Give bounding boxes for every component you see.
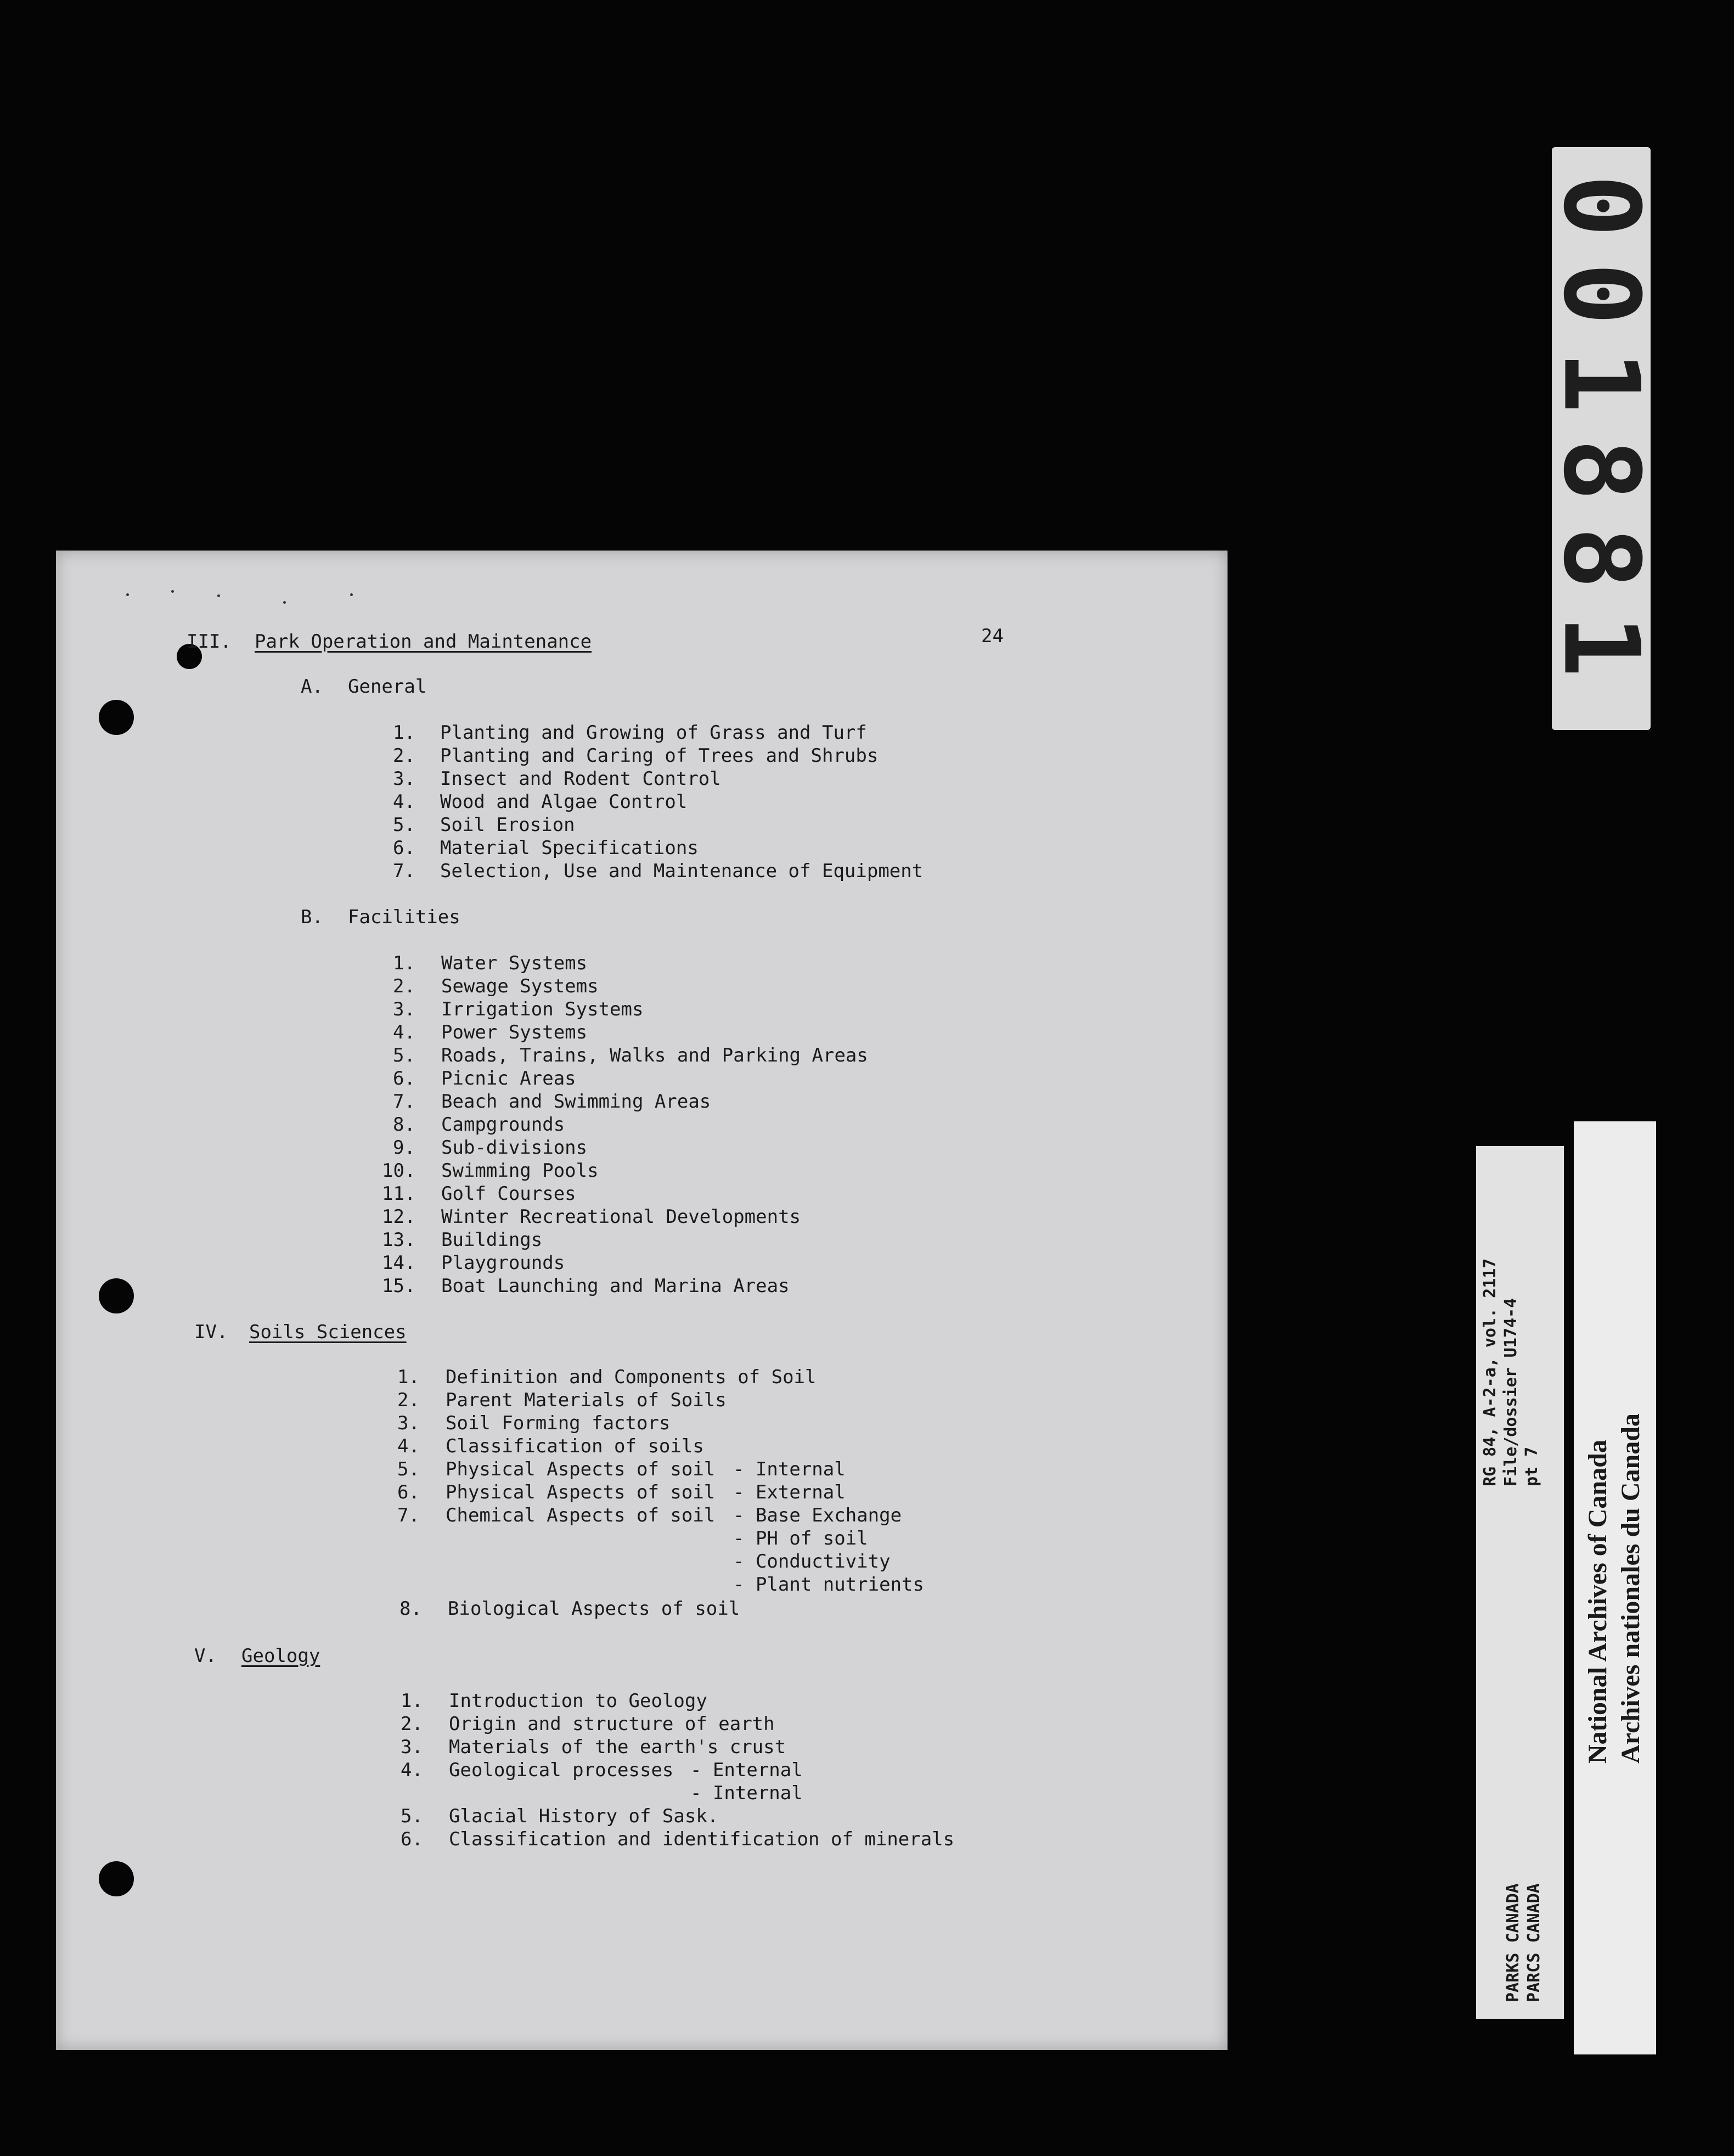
list-item: Irrigation Systems	[441, 998, 644, 1020]
agency-name: PARKS CANADA	[1504, 1883, 1523, 2002]
list-number: 12.	[382, 1206, 416, 1228]
archive-name-en: National Archives of Canada	[1583, 1440, 1612, 1764]
list-number: 1.	[401, 1690, 423, 1712]
list-number: 7.	[393, 860, 415, 882]
list-item: Soil Erosion	[440, 814, 575, 836]
section-numeral: III.	[187, 631, 232, 653]
document-text	[56, 551, 1228, 2050]
list-item: Classification of soils	[446, 1435, 704, 1457]
list-number: 13.	[382, 1229, 416, 1251]
reference-line: RG 84, A-2-a, vol. 2117	[1480, 1258, 1500, 1486]
list-number: 8.	[399, 1598, 422, 1620]
list-item: Chemical Aspects of soil	[446, 1504, 716, 1526]
list-item: Material Specifications	[440, 837, 699, 859]
list-item: Wood and Algae Control	[440, 791, 688, 813]
list-number: 7.	[397, 1504, 420, 1526]
list-number: 1.	[397, 1366, 420, 1388]
sub-item: - Enternal	[690, 1759, 803, 1781]
list-number: 3.	[393, 768, 415, 790]
frame-number: 001881	[1540, 174, 1662, 703]
reference-label	[1476, 1146, 1564, 2019]
list-number: 2.	[393, 745, 415, 767]
list-number: 2.	[401, 1713, 423, 1735]
reference-line: pt 7	[1522, 1446, 1541, 1486]
list-number: 5.	[393, 814, 415, 836]
list-number: 14.	[382, 1252, 416, 1274]
list-number: 2.	[397, 1389, 420, 1411]
list-item: Planting and Growing of Grass and Turf	[440, 722, 867, 744]
sub-item: - Conductivity	[733, 1551, 891, 1573]
list-item: Buildings	[441, 1229, 543, 1251]
reference-line: File/dossier U174-4	[1501, 1298, 1521, 1486]
section-numeral: IV.	[194, 1321, 228, 1343]
list-item: Playgrounds	[441, 1252, 565, 1274]
list-number: 4.	[393, 1021, 415, 1043]
sub-item: - Plant nutrients	[733, 1574, 924, 1596]
list-item: Soil Forming factors	[446, 1412, 671, 1434]
list-item: Swimming Pools	[441, 1160, 599, 1182]
list-item: Campgrounds	[441, 1114, 565, 1136]
list-number: 10.	[382, 1160, 416, 1182]
list-item: Geological processes	[449, 1759, 674, 1781]
list-item: Planting and Caring of Trees and Shrubs	[440, 745, 879, 767]
list-number: 5.	[397, 1458, 420, 1480]
list-item: Golf Courses	[441, 1183, 576, 1205]
sub-item: - Internal	[690, 1782, 803, 1804]
list-item: Winter Recreational Developments	[441, 1206, 801, 1228]
document-page	[56, 551, 1228, 2050]
list-item: Insect and Rodent Control	[440, 768, 721, 790]
sub-item: - External	[733, 1481, 846, 1503]
sub-item: - Internal	[733, 1458, 846, 1480]
list-item: Parent Materials of Soils	[446, 1389, 727, 1411]
list-number: 8.	[393, 1114, 415, 1136]
archive-label	[1574, 1121, 1656, 2054]
list-item: Selection, Use and Maintenance of Equipment	[440, 860, 924, 882]
list-number: 2.	[393, 975, 415, 997]
list-item: Biological Aspects of soil	[448, 1598, 740, 1620]
frame-counter	[1540, 147, 1662, 730]
section-title: Soils Sciences	[249, 1321, 407, 1343]
list-number: 6.	[393, 837, 415, 859]
list-item: Materials of the earth's crust	[449, 1736, 786, 1758]
list-item: Classification and identification of minerals	[449, 1828, 955, 1850]
list-item: Definition and Components of Soil	[446, 1366, 817, 1388]
list-number: 7.	[393, 1091, 415, 1113]
list-item: Introduction to Geology	[449, 1690, 707, 1712]
list-number: 5.	[393, 1045, 415, 1066]
list-number: 4.	[397, 1435, 420, 1457]
section-numeral: V.	[194, 1645, 217, 1667]
list-number: 3.	[397, 1412, 420, 1434]
list-number: 3.	[401, 1736, 423, 1758]
archive-name-fr: Archives nationales du Canada	[1616, 1413, 1645, 1764]
subsection-title: Facilities	[348, 906, 460, 928]
subsection-letter: B.	[301, 906, 323, 928]
sub-item: - PH of soil	[733, 1528, 868, 1549]
list-number: 5.	[401, 1805, 423, 1827]
section-title: Park Operation and Maintenance	[255, 631, 592, 653]
page-number: 24	[981, 625, 1004, 647]
subsection-letter: A.	[301, 676, 323, 698]
list-item: Physical Aspects of soil	[446, 1481, 716, 1503]
list-number: 6.	[401, 1828, 423, 1850]
list-item: Roads, Trains, Walks and Parking Areas	[441, 1045, 868, 1066]
list-number: 11.	[382, 1183, 416, 1205]
list-number: 9.	[393, 1137, 415, 1159]
section-title: Geology	[241, 1645, 320, 1667]
list-item: Boat Launching and Marina Areas	[441, 1275, 790, 1297]
list-number: 4.	[393, 791, 415, 813]
list-item: Water Systems	[441, 952, 588, 974]
list-number: 1.	[393, 722, 415, 744]
list-item: Origin and structure of earth	[449, 1713, 775, 1735]
list-number: 6.	[397, 1481, 420, 1503]
sub-item: - Base Exchange	[733, 1504, 902, 1526]
list-item: Picnic Areas	[441, 1068, 576, 1090]
list-item: Glacial History of Sask.	[449, 1805, 719, 1827]
list-item: Sub-divisions	[441, 1137, 588, 1159]
list-item: Power Systems	[441, 1021, 588, 1043]
list-number: 4.	[401, 1759, 423, 1781]
list-item: Physical Aspects of soil	[446, 1458, 716, 1480]
subsection-title: General	[348, 676, 427, 698]
list-number: 6.	[393, 1068, 415, 1090]
list-number: 1.	[393, 952, 415, 974]
agency-name: PARCS CANADA	[1524, 1883, 1544, 2002]
list-number: 15.	[382, 1275, 416, 1297]
list-item: Sewage Systems	[441, 975, 599, 997]
list-item: Beach and Swimming Areas	[441, 1091, 711, 1113]
list-number: 3.	[393, 998, 415, 1020]
